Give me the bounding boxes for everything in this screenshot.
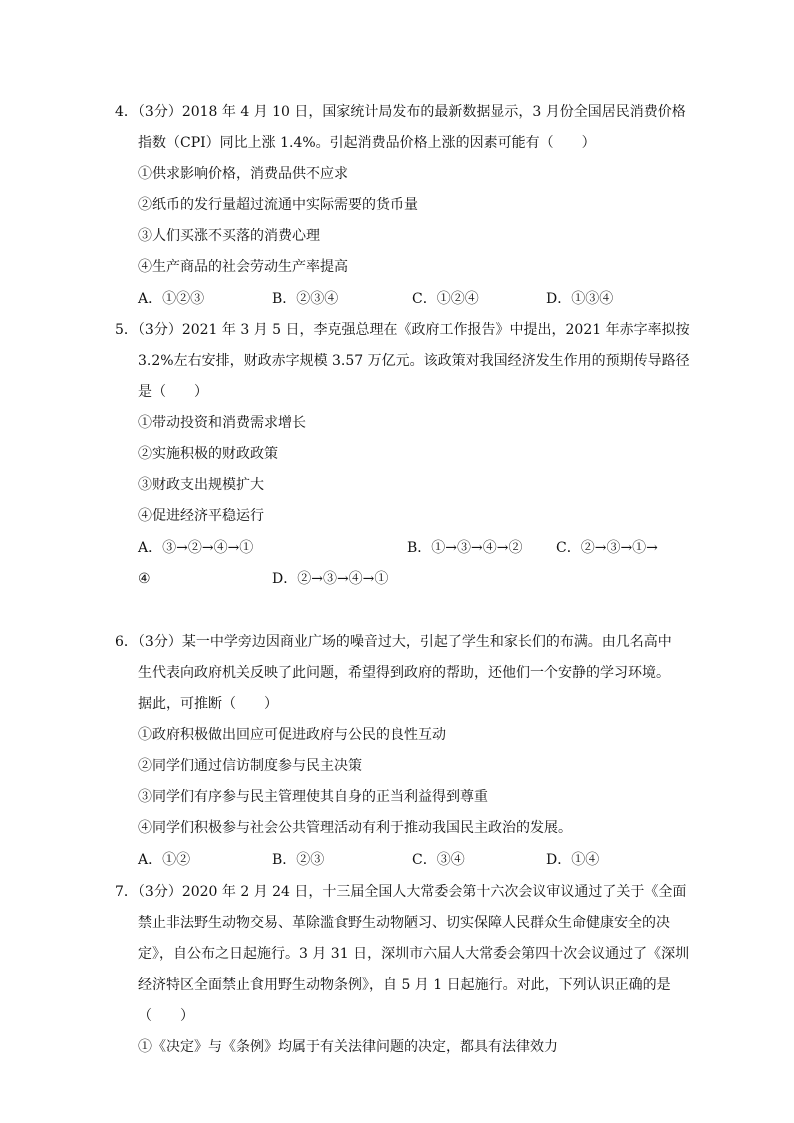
- question-stem-line: 指数（CPI）同比上涨 1.4%。引起消费品价格上涨的因素可能有（ ）: [138, 135, 596, 151]
- option-b[interactable]: B．②③: [272, 852, 325, 868]
- option-c[interactable]: C．②→③→①→: [556, 540, 658, 556]
- question-stem-line: 是（ ）: [138, 384, 208, 400]
- option-a[interactable]: A．①②: [138, 852, 191, 868]
- statement-item: ①带动投资和消费需求增长: [138, 415, 306, 431]
- statement-item: ③财政支出规模扩大: [138, 477, 264, 493]
- question-stem-line: 7．（3分）2020 年 2 月 24 日，十三届全国人大常委会第十六次会议审议通过了关于《全面: [115, 884, 687, 900]
- option-d[interactable]: D．①④: [546, 852, 600, 868]
- statement-item: ①《决定》与《条例》均属于有关法律问题的决定，都具有法律效力: [138, 1039, 558, 1055]
- option-b[interactable]: B．①→③→④→②: [407, 540, 523, 556]
- question-stem-line: 定》，自公布之日起施行。3 月 31 日，深圳市六届人大常委会第四十次会议通过了《深圳: [138, 946, 690, 962]
- question-stem-line: 5．（3分）2021 年 3 月 5 日，李克强总理在《政府工作报告》中提出，2021 年赤字率拟按: [115, 322, 690, 338]
- statement-item: ④生产商品的社会劳动生产率提高: [138, 259, 348, 275]
- option-d[interactable]: D．②→③→④→①: [272, 571, 389, 587]
- statement-item: ③同学们有序参与民主管理使其自身的正当利益得到尊重: [138, 789, 488, 805]
- question-stem-line: （ ）: [138, 1008, 194, 1024]
- option-c-continued[interactable]: ④: [138, 571, 151, 587]
- statement-item: ③人们买涨不买落的消费心理: [138, 228, 320, 244]
- question-stem-line: 4．（3分）2018 年 4 月 10 日，国家统计局发布的最新数据显示，3 月份全国居民消费价格: [115, 104, 686, 120]
- option-a[interactable]: A．①②③: [138, 291, 205, 307]
- statement-item: ②实施积极的财政政策: [138, 446, 278, 462]
- statement-item: ②同学们通过信访制度参与民主决策: [138, 758, 362, 774]
- statement-item: ①供求影响价格，消费品供不应求: [138, 166, 348, 182]
- question-stem-line: 生代表向政府机关反映了此问题，希望得到政府的帮助，还他们一个安静的学习环境。: [138, 665, 670, 681]
- option-a[interactable]: A．③→②→④→①: [138, 540, 254, 556]
- question-stem-line: 据此，可推断（ ）: [138, 696, 278, 712]
- option-b[interactable]: B．②③④: [272, 291, 339, 307]
- statement-item: ④同学们积极参与社会公共管理活动有利于推动我国民主政治的发展。: [138, 820, 572, 836]
- question-stem-line: 6．（3分）某一中学旁边因商业广场的噪音过大，引起了学生和家长们的布满。由几名高中: [115, 634, 672, 650]
- option-c[interactable]: C．①②④: [412, 291, 479, 307]
- question-stem-line: 禁止非法野生动物交易、革除滥食野生动物陋习、切实保障人民群众生命健康安全的决: [138, 915, 670, 931]
- question-stem-line: 经济特区全面禁止食用野生动物条例》，自 5 月 1 日起施行。对此，下列认识正确的是: [138, 977, 671, 993]
- option-d[interactable]: D．①③④: [546, 291, 614, 307]
- question-stem-line: 3.2%左右安排，财政赤字规模 3.57 万亿元。该政策对我国经济发生作用的预期传导路径: [138, 353, 690, 369]
- statement-item: ②纸币的发行量超过流通中实际需要的货币量: [138, 197, 418, 213]
- statement-item: ④促进经济平稳运行: [138, 508, 264, 524]
- option-c[interactable]: C．③④: [412, 852, 465, 868]
- statement-item: ①政府积极做出回应可促进政府与公民的良性互动: [138, 727, 446, 743]
